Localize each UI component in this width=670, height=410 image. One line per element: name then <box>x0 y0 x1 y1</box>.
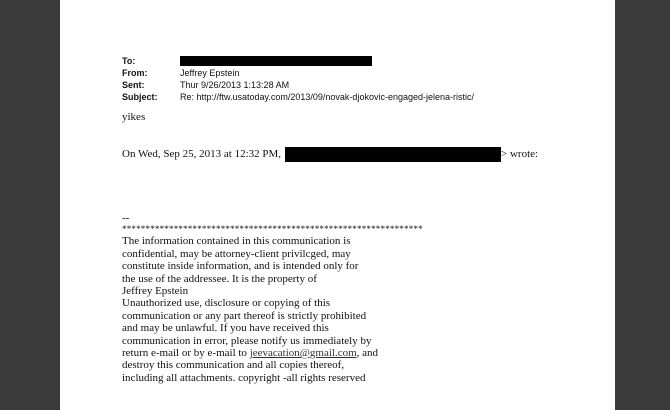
signature-line: destroy this communication and all copies thereof, <box>122 359 345 372</box>
signature-line: Jeffrey Epstein <box>122 284 189 297</box>
email-link[interactable]: jeevacation@gmail.com <box>249 346 357 359</box>
signature-line: and may be unlawful. If you have received this <box>122 322 329 335</box>
reply-text: yikes <box>122 111 146 123</box>
email-suffix: , and <box>356 346 379 359</box>
email-prefix: return e-mail or by e-mail to <box>122 346 247 359</box>
signature-line: The information contained in this communication is <box>122 235 351 248</box>
quote-intro: On Wed, Sep 25, 2013 at 12:32 PM, <box>122 148 282 161</box>
quote-suffix: > wrote: <box>501 148 539 161</box>
from-row <box>122 67 474 79</box>
signature-block <box>122 212 423 384</box>
subject-value: Re: http://ftw.usatoday.com/2013/09/novak-djokovic-engaged-jelena-ristic/ <box>180 92 474 102</box>
document-page <box>60 0 615 410</box>
sent-row <box>122 79 474 91</box>
sent-value: Thur 9/26/2013 1:13:28 AM <box>180 80 290 90</box>
signature-stars: **************************************************************** <box>122 224 423 235</box>
signature-line: constitute inside information, and is intended only for <box>122 260 359 273</box>
to-row <box>122 55 474 67</box>
signature-line: communication or any part thereof is strictly prohibited <box>122 309 367 322</box>
signature-line: the use of the addressee. It is the property of <box>122 272 317 285</box>
email-header <box>122 55 474 103</box>
subject-label: Subject: <box>122 92 158 102</box>
from-label: From: <box>122 68 148 78</box>
signature-dashes: -- <box>122 212 130 224</box>
redacted-sender <box>285 147 501 162</box>
signature-line: Unauthorized use, disclosure or copying of this <box>122 297 331 310</box>
signature-line: including all attachments. copyright -all rights reserved <box>122 371 366 384</box>
from-value: Jeffrey Epstein <box>180 68 240 78</box>
to-label: To: <box>122 56 136 66</box>
email-line <box>122 347 423 359</box>
sent-label: Sent: <box>122 80 145 90</box>
quote-intro-line <box>122 147 538 162</box>
subject-row <box>122 91 474 103</box>
signature-line: communication in error, please notify us immediately by <box>122 334 372 347</box>
signature-line: confidential, may be attorney-client privilcged, may <box>122 247 351 260</box>
redacted-recipient <box>180 56 372 66</box>
